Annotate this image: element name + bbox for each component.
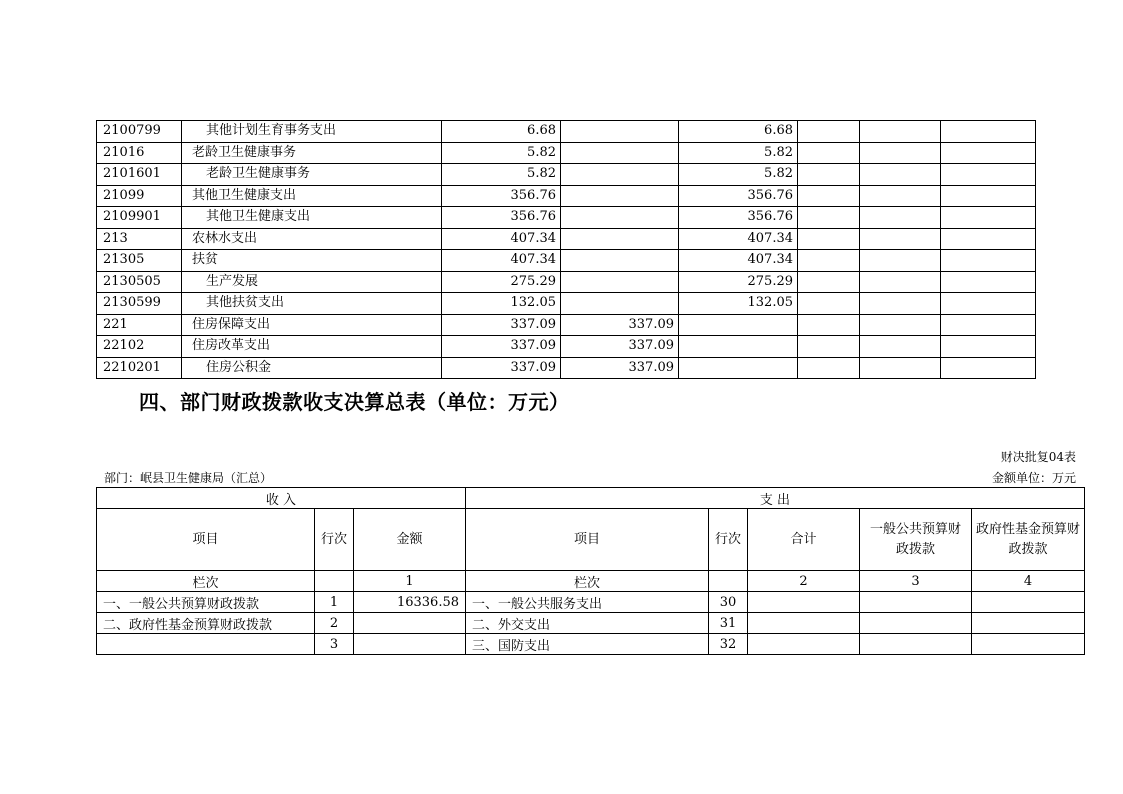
empty-cell	[860, 228, 941, 250]
empty-cell	[941, 164, 1036, 186]
income-item	[97, 634, 315, 655]
expense-total	[748, 613, 860, 634]
index-4: 4	[972, 571, 1085, 592]
project-amount: 275.29	[679, 271, 798, 293]
empty-cell	[941, 228, 1036, 250]
empty-cell	[798, 228, 860, 250]
empty-cell	[860, 164, 941, 186]
basic-amount	[561, 185, 679, 207]
basic-amount	[561, 250, 679, 272]
total-amount: 337.09	[442, 314, 561, 336]
empty-cell	[860, 250, 941, 272]
expense-item: 一、一般公共服务支出	[466, 592, 709, 613]
total-amount: 337.09	[442, 336, 561, 358]
empty-cell	[798, 185, 860, 207]
account-name: 住房公积金	[182, 357, 442, 379]
expense-item: 三、国防支出	[466, 634, 709, 655]
expense-general	[860, 634, 972, 655]
empty-cell	[798, 207, 860, 229]
table-row	[97, 142, 1036, 164]
expense-general-header: 一般公共预算财政拨款	[860, 509, 972, 571]
empty-cell	[941, 336, 1036, 358]
income-line-header: 行次	[315, 509, 354, 571]
basic-amount	[561, 121, 679, 143]
expense-general	[860, 613, 972, 634]
income-amount: 16336.58	[354, 592, 466, 613]
empty-cell	[798, 142, 860, 164]
account-code: 2109901	[97, 207, 182, 229]
form-code: 财决批复04表	[1000, 450, 1076, 464]
account-code: 21099	[97, 185, 182, 207]
basic-amount: 337.09	[561, 336, 679, 358]
empty-cell	[941, 271, 1036, 293]
empty-cell	[315, 571, 354, 592]
expense-total-header: 合计	[748, 509, 860, 571]
empty-cell	[798, 314, 860, 336]
table-row	[97, 271, 1036, 293]
empty-cell	[860, 142, 941, 164]
expense-total	[748, 634, 860, 655]
account-code: 22102	[97, 336, 182, 358]
table-row	[97, 357, 1036, 379]
expense-line-header: 行次	[709, 509, 748, 571]
section-title: 四、部门财政拨款收支决算总表（单位：万元）	[139, 390, 570, 414]
expense-fund	[972, 613, 1085, 634]
empty-cell	[860, 207, 941, 229]
account-code: 2101601	[97, 164, 182, 186]
basic-amount	[561, 207, 679, 229]
expense-fund	[972, 592, 1085, 613]
basic-amount	[561, 228, 679, 250]
total-amount: 5.82	[442, 142, 561, 164]
income-header: 收 入	[97, 488, 466, 509]
account-name: 其他卫生健康支出	[182, 185, 442, 207]
amount-unit-label: 金额单位：万元	[991, 471, 1076, 485]
table-row	[97, 250, 1036, 272]
income-item-header: 项目	[97, 509, 315, 571]
empty-cell	[798, 164, 860, 186]
account-name: 住房保障支出	[182, 314, 442, 336]
account-code: 2100799	[97, 121, 182, 143]
table-row	[97, 592, 1085, 613]
table-row	[97, 336, 1036, 358]
table-row	[97, 293, 1036, 315]
project-amount	[679, 357, 798, 379]
expense-line-number: 31	[709, 613, 748, 634]
table-row	[97, 634, 1085, 655]
table-row	[97, 613, 1085, 634]
total-amount: 356.76	[442, 185, 561, 207]
account-name: 其他计划生育事务支出	[182, 121, 442, 143]
project-amount: 6.68	[679, 121, 798, 143]
expense-item: 二、外交支出	[466, 613, 709, 634]
empty-cell	[798, 357, 860, 379]
account-code: 21305	[97, 250, 182, 272]
table-row	[97, 207, 1036, 229]
account-name: 生产发展	[182, 271, 442, 293]
basic-amount: 337.09	[561, 357, 679, 379]
empty-cell	[941, 293, 1036, 315]
index-1: 1	[354, 571, 466, 592]
account-name: 其他卫生健康支出	[182, 207, 442, 229]
empty-cell	[941, 250, 1036, 272]
account-name: 扶贫	[182, 250, 442, 272]
column-header-row	[97, 509, 1085, 571]
expense-total	[748, 592, 860, 613]
empty-cell	[798, 250, 860, 272]
empty-cell	[860, 336, 941, 358]
expense-fund-header: 政府性基金预算财政拨款	[972, 509, 1085, 571]
account-code: 2130599	[97, 293, 182, 315]
total-amount: 356.76	[442, 207, 561, 229]
department-label: 部门：岷县卫生健康局（汇总）	[104, 471, 273, 485]
empty-cell	[798, 336, 860, 358]
income-line-number: 2	[315, 613, 354, 634]
empty-cell	[860, 121, 941, 143]
expense-fund	[972, 634, 1085, 655]
basic-amount	[561, 293, 679, 315]
project-amount: 132.05	[679, 293, 798, 315]
expense-line-number: 32	[709, 634, 748, 655]
project-amount: 356.76	[679, 185, 798, 207]
expense-index-label: 栏次	[466, 571, 709, 592]
project-amount: 407.34	[679, 250, 798, 272]
account-name: 老龄卫生健康事务	[182, 164, 442, 186]
expense-line-number: 30	[709, 592, 748, 613]
income-item: 一、一般公共预算财政拨款	[97, 592, 315, 613]
project-amount: 356.76	[679, 207, 798, 229]
section-header-row	[97, 488, 1085, 509]
total-amount: 6.68	[442, 121, 561, 143]
table-row	[97, 121, 1036, 143]
income-index-label: 栏次	[97, 571, 315, 592]
income-item: 二、政府性基金预算财政拨款	[97, 613, 315, 634]
expense-general	[860, 592, 972, 613]
income-amount	[354, 634, 466, 655]
empty-cell	[941, 185, 1036, 207]
empty-cell	[798, 293, 860, 315]
total-amount: 275.29	[442, 271, 561, 293]
account-code: 21016	[97, 142, 182, 164]
income-line-number: 3	[315, 634, 354, 655]
account-code: 2130505	[97, 271, 182, 293]
account-code: 2210201	[97, 357, 182, 379]
empty-cell	[798, 271, 860, 293]
table-row	[97, 185, 1036, 207]
empty-cell	[941, 142, 1036, 164]
account-name: 农林水支出	[182, 228, 442, 250]
basic-amount	[561, 142, 679, 164]
basic-amount	[561, 164, 679, 186]
total-amount: 337.09	[442, 357, 561, 379]
empty-cell	[941, 121, 1036, 143]
project-amount: 5.82	[679, 164, 798, 186]
column-index-row	[97, 571, 1085, 592]
account-name: 老龄卫生健康事务	[182, 142, 442, 164]
total-amount: 5.82	[442, 164, 561, 186]
project-amount	[679, 336, 798, 358]
basic-amount	[561, 271, 679, 293]
account-code: 221	[97, 314, 182, 336]
empty-cell	[860, 293, 941, 315]
income-line-number: 1	[315, 592, 354, 613]
account-name: 其他扶贫支出	[182, 293, 442, 315]
account-name: 住房改革支出	[182, 336, 442, 358]
empty-cell	[860, 357, 941, 379]
income-expense-summary-table	[96, 487, 1085, 655]
income-amount	[354, 613, 466, 634]
expense-item-header: 项目	[466, 509, 709, 571]
empty-cell	[860, 271, 941, 293]
empty-cell	[941, 314, 1036, 336]
total-amount: 132.05	[442, 293, 561, 315]
table-row	[97, 164, 1036, 186]
empty-cell	[941, 357, 1036, 379]
project-amount: 407.34	[679, 228, 798, 250]
account-code: 213	[97, 228, 182, 250]
empty-cell	[860, 185, 941, 207]
total-amount: 407.34	[442, 228, 561, 250]
table-row	[97, 228, 1036, 250]
project-amount: 5.82	[679, 142, 798, 164]
income-amount-header: 金额	[354, 509, 466, 571]
empty-cell	[709, 571, 748, 592]
expenditure-detail-table	[96, 120, 1036, 379]
index-2: 2	[748, 571, 860, 592]
expense-header: 支 出	[466, 488, 1085, 509]
project-amount	[679, 314, 798, 336]
total-amount: 407.34	[442, 250, 561, 272]
basic-amount: 337.09	[561, 314, 679, 336]
index-3: 3	[860, 571, 972, 592]
table-row	[97, 314, 1036, 336]
empty-cell	[860, 314, 941, 336]
empty-cell	[798, 121, 860, 143]
empty-cell	[941, 207, 1036, 229]
